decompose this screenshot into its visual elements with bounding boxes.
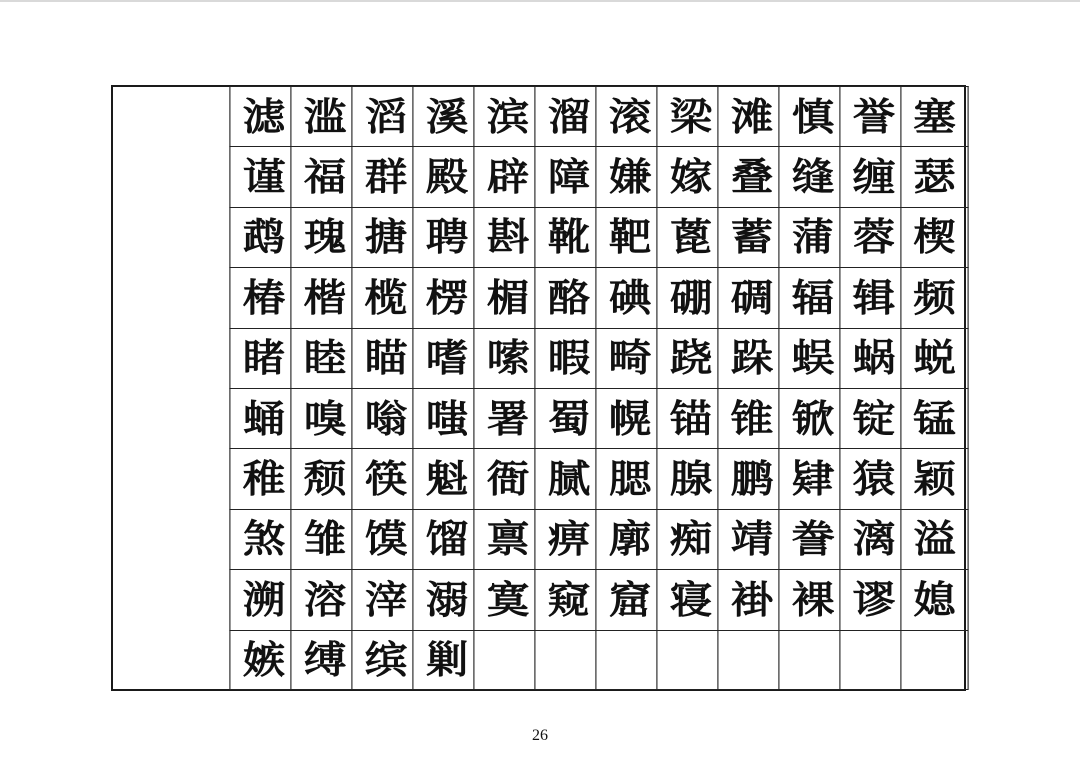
character-cell: 靖 (717, 509, 785, 569)
character-cell: 蜗 (839, 328, 907, 388)
character-cell: 滓 (351, 569, 419, 629)
character-cell: 禀 (473, 509, 541, 569)
empty-cell (717, 630, 785, 690)
character-cell: 筷 (351, 448, 419, 508)
character-cell: 睦 (290, 328, 358, 388)
character-cell: 瑰 (290, 207, 358, 267)
character-cell: 谨 (229, 146, 297, 206)
empty-cell (473, 630, 541, 690)
character-cell: 滚 (595, 86, 663, 146)
character-cell: 蓄 (717, 207, 785, 267)
character-cell: 瑟 (900, 146, 968, 206)
character-cell: 衙 (473, 448, 541, 508)
character-cell: 窟 (595, 569, 663, 629)
character-cell: 蜀 (534, 388, 602, 448)
character-cell: 滤 (229, 86, 297, 146)
character-cell: 聘 (412, 207, 480, 267)
character-cell: 殿 (412, 146, 480, 206)
empty-cell (656, 630, 724, 690)
character-cell: 频 (900, 267, 968, 327)
character-cell: 肄 (778, 448, 846, 508)
character-cell: 煞 (229, 509, 297, 569)
character-cell: 裸 (778, 569, 846, 629)
character-cell: 硼 (656, 267, 724, 327)
character-cell: 魁 (412, 448, 480, 508)
character-cell: 搪 (351, 207, 419, 267)
character-cell: 颖 (900, 448, 968, 508)
character-cell: 酪 (534, 267, 602, 327)
empty-cell (534, 630, 602, 690)
character-cell: 障 (534, 146, 602, 206)
character-cell: 署 (473, 388, 541, 448)
character-cell: 窥 (534, 569, 602, 629)
character-cell: 叠 (717, 146, 785, 206)
character-cell: 嗜 (412, 328, 480, 388)
character-cell: 滔 (351, 86, 419, 146)
character-cell: 嫉 (229, 630, 297, 690)
character-cell: 馏 (412, 509, 480, 569)
character-cell: 媳 (900, 569, 968, 629)
character-cell: 蓖 (656, 207, 724, 267)
character-cell: 楔 (900, 207, 968, 267)
character-cell: 靶 (595, 207, 663, 267)
character-cell: 腻 (534, 448, 602, 508)
character-grid (233, 86, 965, 690)
character-cell: 褂 (717, 569, 785, 629)
character-cell: 碉 (717, 267, 785, 327)
character-cell: 塞 (900, 86, 968, 146)
character-cell: 寞 (473, 569, 541, 629)
character-cell: 腺 (656, 448, 724, 508)
character-cell: 锨 (778, 388, 846, 448)
character-cell: 蜕 (900, 328, 968, 388)
character-cell: 猿 (839, 448, 907, 508)
character-cell: 馍 (351, 509, 419, 569)
empty-cell (839, 630, 907, 690)
character-cell: 滩 (717, 86, 785, 146)
character-cell: 溜 (534, 86, 602, 146)
character-cell: 锭 (839, 388, 907, 448)
character-cell: 锚 (656, 388, 724, 448)
character-cell: 雏 (290, 509, 358, 569)
character-cell: 榄 (351, 267, 419, 327)
character-cell: 蒲 (778, 207, 846, 267)
character-cell: 斟 (473, 207, 541, 267)
character-cell: 嫌 (595, 146, 663, 206)
character-cell: 廓 (595, 509, 663, 569)
top-rule (0, 0, 1080, 2)
character-cell: 楷 (290, 267, 358, 327)
character-cell: 缠 (839, 146, 907, 206)
character-cell: 溢 (900, 509, 968, 569)
character-cell: 嗤 (412, 388, 480, 448)
character-cell: 誉 (839, 86, 907, 146)
character-cell: 嫁 (656, 146, 724, 206)
character-cell: 楣 (473, 267, 541, 327)
character-cell: 瞄 (351, 328, 419, 388)
character-cell: 颓 (290, 448, 358, 508)
character-cell: 滨 (473, 86, 541, 146)
character-cell: 滥 (290, 86, 358, 146)
character-cell: 锥 (717, 388, 785, 448)
character-cell: 缤 (351, 630, 419, 690)
character-cell: 谬 (839, 569, 907, 629)
character-cell: 慎 (778, 86, 846, 146)
page-number: 26 (532, 727, 548, 744)
character-cell: 溯 (229, 569, 297, 629)
character-cell: 辟 (473, 146, 541, 206)
character-cell: 靴 (534, 207, 602, 267)
character-cell: 嗅 (290, 388, 358, 448)
character-cell: 誊 (778, 509, 846, 569)
character-cell: 缝 (778, 146, 846, 206)
character-cell: 溶 (290, 569, 358, 629)
empty-cell (595, 630, 663, 690)
character-cell: 剿 (412, 630, 480, 690)
character-cell: 痴 (656, 509, 724, 569)
character-cell: 蓉 (839, 207, 907, 267)
character-cell: 群 (351, 146, 419, 206)
character-cell: 梁 (656, 86, 724, 146)
character-cell: 蜈 (778, 328, 846, 388)
character-cell: 鹏 (717, 448, 785, 508)
character-cell: 畸 (595, 328, 663, 388)
character-cell: 跺 (717, 328, 785, 388)
character-cell: 嗦 (473, 328, 541, 388)
character-cell: 蛹 (229, 388, 297, 448)
empty-cell (900, 630, 968, 690)
character-cell: 椿 (229, 267, 297, 327)
character-cell: 碘 (595, 267, 663, 327)
character-cell: 溪 (412, 86, 480, 146)
character-cell: 睹 (229, 328, 297, 388)
character-cell: 溺 (412, 569, 480, 629)
character-cell: 寝 (656, 569, 724, 629)
character-cell: 跷 (656, 328, 724, 388)
character-cell: 痹 (534, 509, 602, 569)
character-cell: 嗡 (351, 388, 419, 448)
character-cell: 稚 (229, 448, 297, 508)
character-cell: 福 (290, 146, 358, 206)
character-cell: 鹉 (229, 207, 297, 267)
character-cell: 腮 (595, 448, 663, 508)
character-cell: 缚 (290, 630, 358, 690)
character-cell: 辑 (839, 267, 907, 327)
character-cell: 幌 (595, 388, 663, 448)
character-cell: 锰 (900, 388, 968, 448)
character-cell: 楞 (412, 267, 480, 327)
empty-cell (778, 630, 846, 690)
character-cell: 漓 (839, 509, 907, 569)
character-cell: 辐 (778, 267, 846, 327)
character-cell: 暇 (534, 328, 602, 388)
